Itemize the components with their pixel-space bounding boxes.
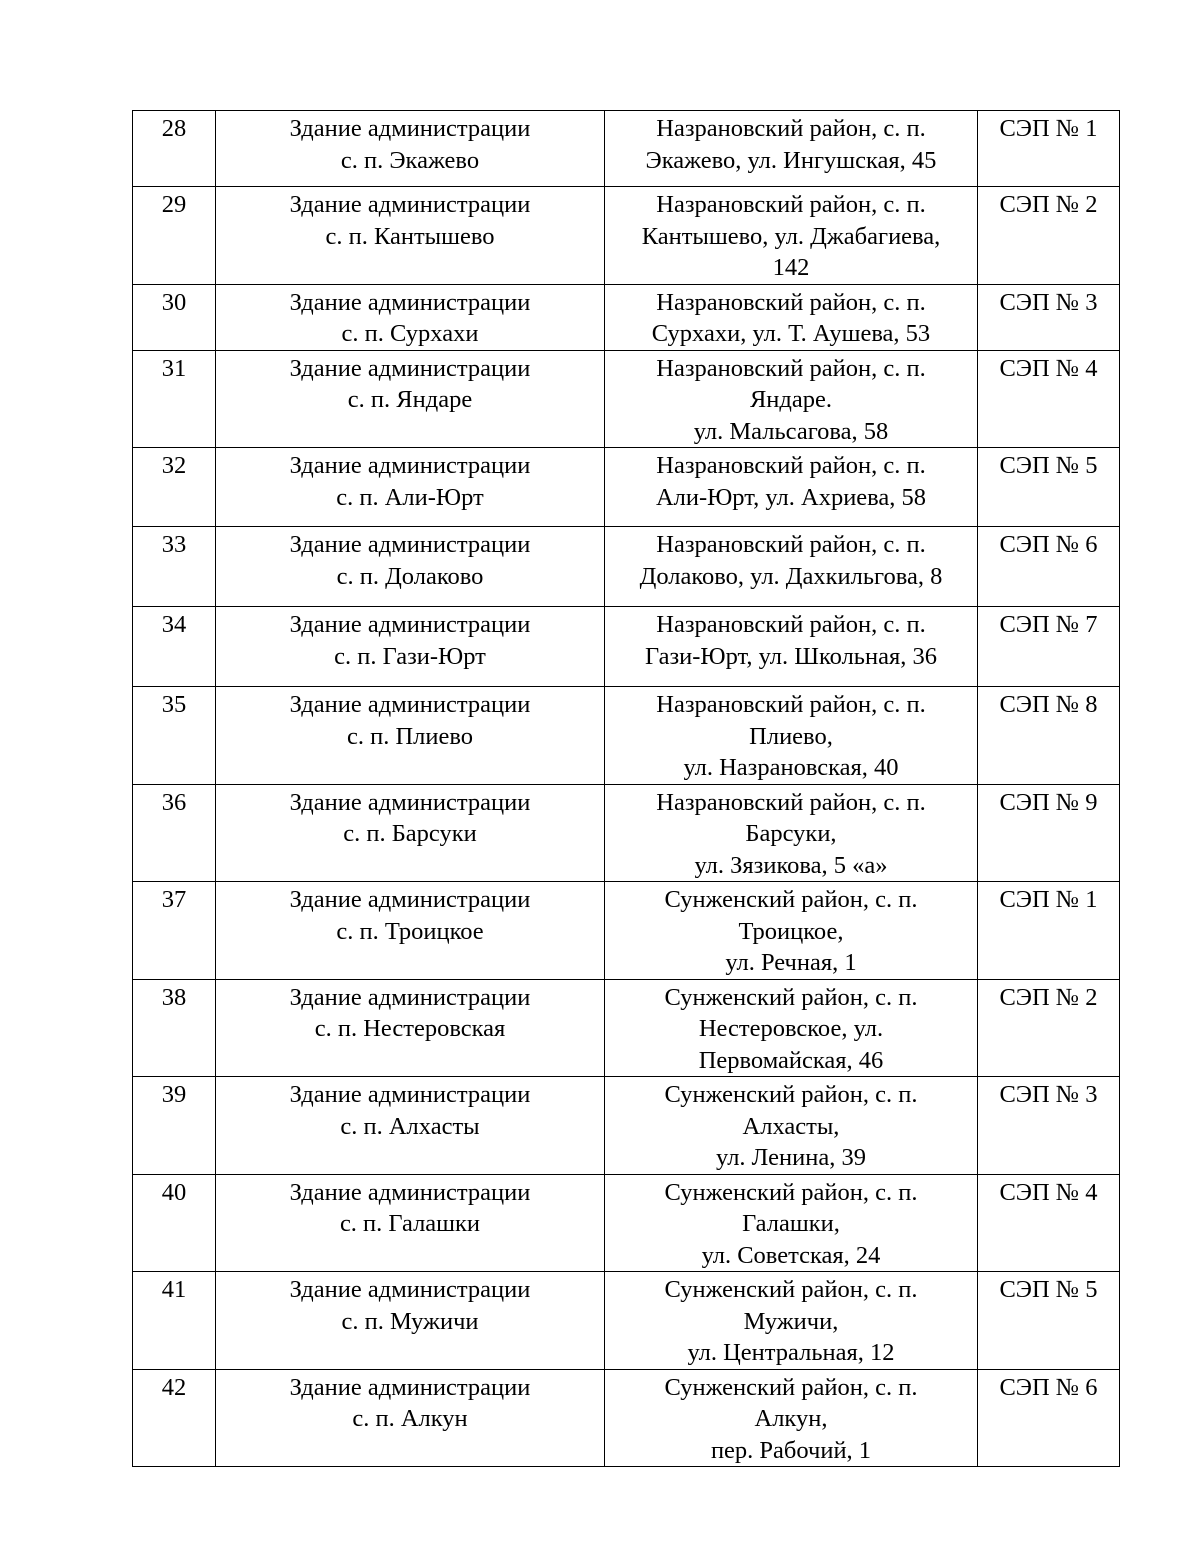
address-cell <box>605 607 978 687</box>
table-row <box>133 1369 1120 1467</box>
address-cell <box>605 350 978 448</box>
building-name-line: Здание администрации <box>289 354 531 382</box>
sep-number-cell: СЭП № 1 <box>978 882 1120 980</box>
row-number-cell: 38 <box>133 979 216 1077</box>
sep-number-cell: СЭП № 4 <box>978 1174 1120 1272</box>
address-line: Первомайская, 46 <box>698 1046 884 1074</box>
sep-number-cell: СЭП № 2 <box>978 979 1120 1077</box>
building-name-cell <box>216 979 605 1077</box>
address-line: ул. Зязикова, 5 «а» <box>694 851 888 879</box>
address-line: Алхасты, <box>742 1112 840 1140</box>
address-line: ул. Мальсагова, 58 <box>693 417 889 445</box>
address-line: Сунженский район, с. п. <box>664 983 918 1011</box>
address-cell <box>605 284 978 350</box>
sep-number-cell: СЭП № 6 <box>978 1369 1120 1467</box>
building-name-line: с. п. Барсуки <box>343 820 477 847</box>
building-name-cell <box>216 607 605 687</box>
address-line: Али-Юрт, ул. Ахриева, 58 <box>655 483 927 511</box>
building-name-line: с. п. Экажево <box>340 146 480 174</box>
table-row <box>133 607 1120 687</box>
sep-number-cell: СЭП № 5 <box>978 1272 1120 1370</box>
sep-number-cell: СЭП № 6 <box>978 527 1120 607</box>
address-line: пер. Рабочий, 1 <box>710 1436 872 1464</box>
address-line: Гази-Юрт, ул. Школьная, 36 <box>645 642 937 670</box>
building-name-line: Здание администрации <box>289 191 531 218</box>
table-row <box>133 448 1120 527</box>
table-row <box>133 979 1120 1077</box>
row-number-cell: 32 <box>133 448 216 527</box>
building-name-cell <box>216 687 605 785</box>
row-number-cell: 30 <box>133 284 216 350</box>
table-row <box>133 784 1120 882</box>
address-line: Галашки, <box>742 1210 840 1237</box>
address-line: ул. Ленина, 39 <box>716 1144 866 1171</box>
address-cell <box>605 1369 978 1467</box>
address-line: ул. Назрановская, 40 <box>683 754 899 781</box>
table-row <box>133 882 1120 980</box>
building-name-line: с. п. Плиево <box>346 722 474 750</box>
address-cell <box>605 111 978 187</box>
address-line: Барсуки, <box>745 820 837 847</box>
address-line: Мужичи, <box>743 1307 839 1335</box>
address-cell <box>605 882 978 980</box>
building-name-cell <box>216 1174 605 1272</box>
address-line: Назрановский район, с. п. <box>656 691 926 718</box>
table-row <box>133 1077 1120 1175</box>
address-cell <box>605 784 978 882</box>
table-row <box>133 187 1120 285</box>
address-cell <box>605 687 978 785</box>
address-line: Алкун, <box>754 1405 828 1432</box>
address-line: Экажево, ул. Ингушская, 45 <box>645 146 937 174</box>
building-name-cell <box>216 1077 605 1175</box>
sep-number-cell: СЭП № 3 <box>978 1077 1120 1175</box>
address-line: Назрановский район, с. п. <box>656 452 926 479</box>
row-number-cell: 39 <box>133 1077 216 1175</box>
building-name-line: с. п. Али-Юрт <box>336 483 484 511</box>
building-name-cell <box>216 784 605 882</box>
table-row <box>133 111 1120 187</box>
building-name-line: с. п. Галашки <box>339 1210 481 1237</box>
building-name-line: с. п. Кантышево <box>325 222 495 250</box>
address-line: ул. Центральная, 12 <box>687 1339 895 1366</box>
sep-number-cell: СЭП № 9 <box>978 784 1120 882</box>
building-name-cell <box>216 111 605 187</box>
address-line: Долаково, ул. Дахкильгова, 8 <box>639 562 943 590</box>
sep-number-cell: СЭП № 4 <box>978 350 1120 448</box>
row-number-cell: 36 <box>133 784 216 882</box>
table-row <box>133 1174 1120 1272</box>
row-number-cell: 42 <box>133 1369 216 1467</box>
building-name-cell <box>216 1369 605 1467</box>
building-name-line: с. п. Мужичи <box>341 1307 479 1335</box>
address-cell <box>605 1174 978 1272</box>
building-name-line: Здание администрации <box>289 886 531 913</box>
building-name-line: Здание администрации <box>289 531 531 558</box>
building-name-line: Здание администрации <box>289 452 531 479</box>
building-name-cell <box>216 527 605 607</box>
building-name-line: Здание администрации <box>289 1178 531 1206</box>
address-line: Назрановский район, с. п. <box>656 531 926 558</box>
sep-number-cell: СЭП № 7 <box>978 607 1120 687</box>
building-name-cell <box>216 448 605 527</box>
row-number-cell: 37 <box>133 882 216 980</box>
sep-number-cell: СЭП № 8 <box>978 687 1120 785</box>
sep-location-table <box>132 110 1120 1467</box>
building-name-line: с. п. Троицкое <box>336 917 484 945</box>
address-line: 142 <box>772 254 810 281</box>
building-name-line: Здание администрации <box>289 788 531 816</box>
row-number-cell: 31 <box>133 350 216 448</box>
building-name-cell <box>216 882 605 980</box>
building-name-cell <box>216 187 605 285</box>
row-number-cell: 40 <box>133 1174 216 1272</box>
building-name-line: Здание администрации <box>289 691 531 718</box>
sep-number-cell: СЭП № 3 <box>978 284 1120 350</box>
address-line: Сурхахи, ул. Т. Аушева, 53 <box>651 320 931 347</box>
address-line: Нестеровское, ул. <box>698 1015 884 1042</box>
row-number-cell: 34 <box>133 607 216 687</box>
building-name-cell <box>216 284 605 350</box>
row-number-cell: 41 <box>133 1272 216 1370</box>
building-name-line: Здание администрации <box>289 1081 531 1108</box>
address-line: Плиево, <box>749 722 833 750</box>
table-row <box>133 350 1120 448</box>
address-line: Троицкое, <box>738 917 844 945</box>
address-line: Назрановский район, с. п. <box>656 788 926 816</box>
address-line: Яндаре. <box>749 386 833 413</box>
building-name-line: с. п. Гази-Юрт <box>334 642 486 670</box>
address-cell <box>605 448 978 527</box>
sep-number-cell: СЭП № 5 <box>978 448 1120 527</box>
row-number-cell: 35 <box>133 687 216 785</box>
building-name-line: с. п. Алкун <box>352 1405 468 1432</box>
address-line: Сунженский район, с. п. <box>664 1373 918 1401</box>
building-name-line: с. п. Нестеровская <box>314 1015 506 1042</box>
address-line: Назрановский район, с. п. <box>656 611 926 638</box>
sep-number-cell: СЭП № 2 <box>978 187 1120 285</box>
table-row <box>133 1272 1120 1370</box>
table-row <box>133 284 1120 350</box>
address-cell <box>605 1077 978 1175</box>
address-line: Сунженский район, с. п. <box>664 1276 918 1303</box>
building-name-line: с. п. Алхасты <box>340 1112 480 1140</box>
building-name-line: Здание администрации <box>289 288 531 316</box>
building-name-cell <box>216 350 605 448</box>
address-cell <box>605 187 978 285</box>
building-name-line: с. п. Яндаре <box>347 386 473 413</box>
address-line: Назрановский район, с. п. <box>656 115 926 142</box>
building-name-line: Здание администрации <box>289 1373 531 1401</box>
building-name-cell <box>216 1272 605 1370</box>
address-line: ул. Советская, 24 <box>701 1241 881 1269</box>
address-cell <box>605 527 978 607</box>
address-line: Сунженский район, с. п. <box>664 1178 918 1206</box>
address-line: Назрановский район, с. п. <box>656 288 926 316</box>
row-number-cell: 29 <box>133 187 216 285</box>
building-name-line: Здание администрации <box>289 983 531 1011</box>
building-name-line: с. п. Долаково <box>336 562 484 590</box>
table-row <box>133 687 1120 785</box>
building-name-line: Здание администрации <box>289 1276 531 1303</box>
address-line: Сунженский район, с. п. <box>664 886 918 913</box>
table-body <box>133 111 1120 1467</box>
address-line: Сунженский район, с. п. <box>664 1081 918 1108</box>
address-line: ул. Речная, 1 <box>725 949 857 976</box>
address-cell <box>605 979 978 1077</box>
building-name-line: Здание администрации <box>289 115 531 142</box>
address-line: Назрановский район, с. п. <box>656 191 926 218</box>
building-name-line: с. п. Сурхахи <box>341 320 479 347</box>
address-line: Назрановский район, с. п. <box>656 354 926 382</box>
sep-number-cell: СЭП № 1 <box>978 111 1120 187</box>
row-number-cell: 28 <box>133 111 216 187</box>
table-row <box>133 527 1120 607</box>
building-name-line: Здание администрации <box>289 611 531 638</box>
row-number-cell: 33 <box>133 527 216 607</box>
address-cell <box>605 1272 978 1370</box>
address-line: Кантышево, ул. Джабагиева, <box>641 222 941 250</box>
